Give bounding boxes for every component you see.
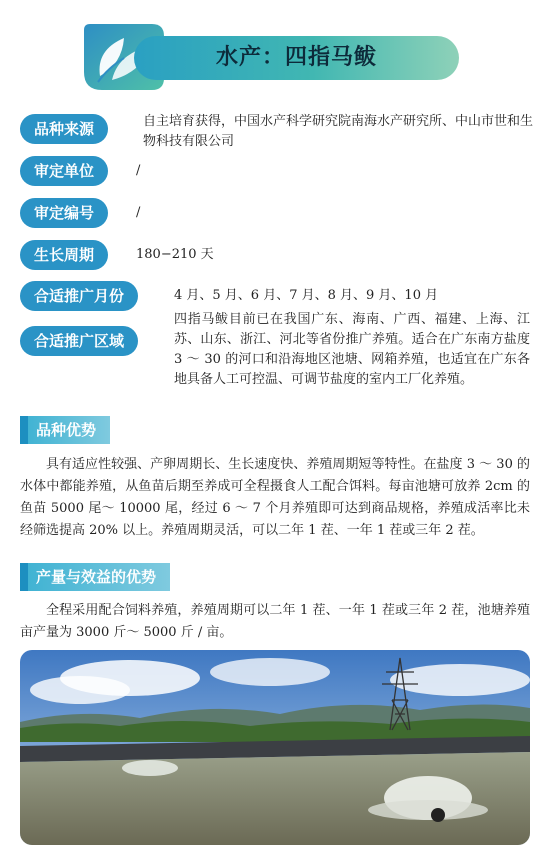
field-label: 合适推广区域: [20, 326, 138, 356]
field-value: /: [136, 205, 141, 220]
title-banner: [78, 24, 473, 90]
section-text-advantage: 具有适应性较强、产卵周期长、生长速度快、养殖周期短等特性。在盐度 3 ～ 30 的水体中都能养殖，从鱼苗后期至养成可全程摄食人工配合饵料。每亩池塘可放养 2cm 的鱼苗 5000 尾～ 10000 尾，经过 6 ～ 7 个月养殖即可达到商品规格，养殖成活率比未经筛选提高 20% 以上。养殖周期灵活，可以二年 1 茬、一年 1 茬或三年 2 茬。: [20, 457, 530, 538]
field-label: 合适推广月份: [20, 281, 138, 311]
field-label: 生长周期: [20, 240, 108, 270]
field-row-number: [20, 198, 530, 228]
fish-pond-photo: [20, 650, 530, 845]
field-label: 审定编号: [20, 198, 108, 228]
field-row-source: [20, 114, 534, 158]
field-value: 4 月、5 月、6 月、7 月、8 月、9 月、10 月: [174, 288, 439, 303]
section-title: 产量与效益的优势: [28, 563, 170, 591]
section-title: 品种优势: [28, 416, 110, 444]
page-title: 水产：四指马鲅: [215, 45, 377, 70]
field-label: 审定单位: [20, 156, 108, 186]
field-row-unit: [20, 156, 530, 186]
section-bar: [20, 563, 28, 591]
pond-scene-image: [20, 650, 530, 845]
field-value: /: [136, 163, 141, 178]
field-value: 自主培育获得，中国水产科学研究院南海水产研究所、中山市世和生物科技有限公司: [143, 114, 534, 149]
field-row-region: [20, 312, 530, 406]
section-text-yield: 全程采用配合饲料养殖，养殖周期可以二年 1 茬、一年 1 茬或三年 2 茬，池塘养殖亩产量为 3000 斤～ 5000 斤 / 亩。: [20, 603, 530, 640]
field-value: 四指马鲅目前已在我国广东、海南、广西、福建、上海、江苏、山东、浙江、河北等省份推广养殖。适合在广东南方盐度 3 ～ 30 的河口和沿海地区池塘、网箱养殖，也适宜在广东各地具备人工可控温、可调节盐度的室内工厂化养殖。: [174, 312, 530, 387]
section-bar: [20, 416, 28, 444]
field-row-months: [20, 281, 530, 311]
field-label: 品种来源: [20, 114, 108, 144]
title-bar: [134, 36, 459, 80]
field-value: 180−210 天: [136, 247, 214, 262]
field-row-cycle: [20, 240, 530, 270]
